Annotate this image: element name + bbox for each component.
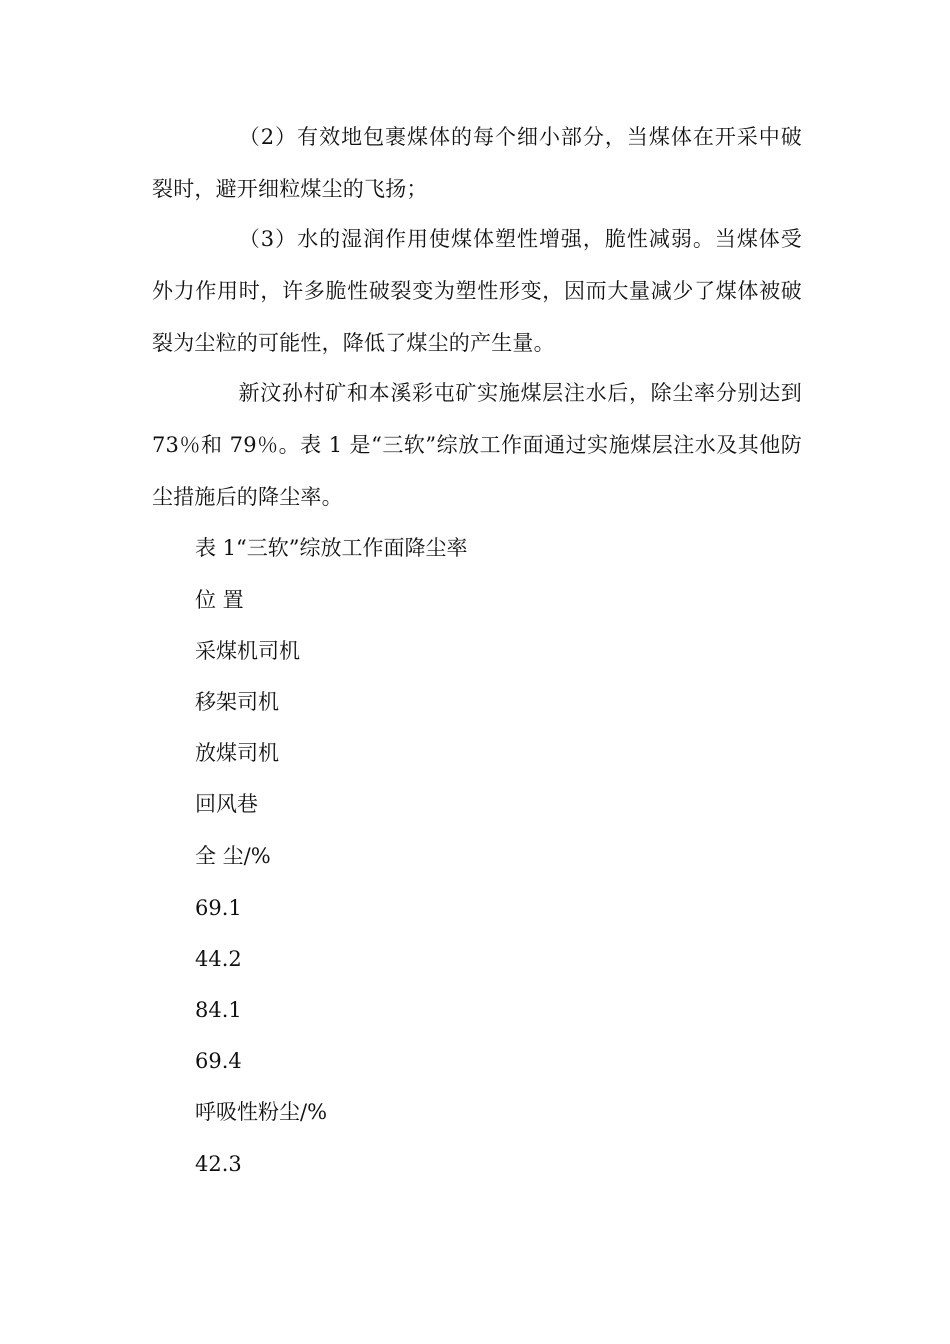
table-cell-total-dust: 69.4 bbox=[195, 1049, 242, 1073]
paragraph-summary bbox=[152, 367, 802, 523]
table-cell-position: 放煤司机 bbox=[195, 741, 279, 765]
paragraph-3-text: （3）水的湿润作用使煤体塑性增强，脆性减弱。当煤体受外力作用时，许多脆性破裂变为塑性形变，因而大量减少了煤体被破裂为尘粒的可能性，降低了煤尘的产生量。 bbox=[152, 227, 802, 355]
table-header-respirable-dust: 呼吸性粉尘/% bbox=[195, 1100, 328, 1124]
table-cell-respirable-dust: 42.3 bbox=[195, 1152, 242, 1176]
table-cell-total-dust: 84.1 bbox=[195, 998, 242, 1022]
paragraph-3 bbox=[152, 213, 802, 369]
table-cell-position: 回风巷 bbox=[195, 792, 258, 816]
table-cell-position: 采煤机司机 bbox=[195, 639, 300, 663]
paragraph-2-text: （2）有效地包裹煤体的每个细小部分，当煤体在开采中破裂时，避开细粒煤尘的飞扬； bbox=[152, 125, 802, 201]
table-header-position: 位 置 bbox=[195, 588, 244, 612]
table-header-total-dust: 全 尘/% bbox=[195, 844, 271, 868]
table-cell-total-dust: 44.2 bbox=[195, 947, 242, 971]
table-cell-position: 移架司机 bbox=[195, 690, 279, 714]
paragraph-2 bbox=[152, 111, 802, 215]
table-caption: 表 1“三软”综放工作面降尘率 bbox=[195, 536, 468, 560]
table-cell-total-dust: 69.1 bbox=[195, 896, 242, 920]
paragraph-summary-text: 新汶孙村矿和本溪彩屯矿实施煤层注水后，除尘率分别达到 73％和 79％。表 1 是“三软”综放工作面通过实施煤层注水及其他防尘措施后的降尘率。 bbox=[152, 381, 802, 509]
